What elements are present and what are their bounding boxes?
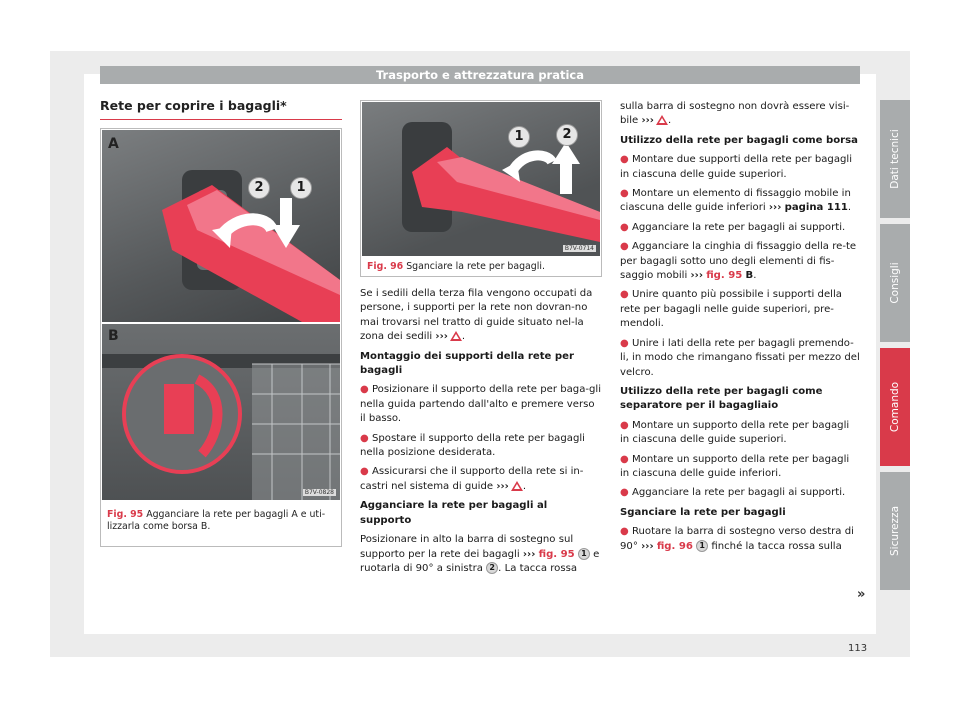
tab-consigli[interactable]: Consigli [880,224,910,342]
tab-dati-tecnici[interactable]: Dati tecnici [880,100,910,218]
paragraph: sulla barra di sostegno non dovrà essere visi-bile ››› . [620,101,850,127]
heading-hook-net: Agganciare la rete per bagagli al supporto [360,500,548,526]
figure-95-label-a: A [108,136,119,152]
figure-95-callout-1: 1 [290,177,312,199]
figure-96-number: Fig. 96 [367,261,404,272]
fig-ref-link[interactable]: fig. 96 [656,540,693,552]
intro-paragraph: Se i sedili della terza fila vengono occupati da persone, i supporti per la rete non dovran-no mai trovarsi nel tratto di guide situato nel-la zona dei sedili ››› . [360,288,593,343]
heading-bag-use: Utilizzo della rete per bagagli come borsa [620,134,858,146]
warning-icon [450,331,462,341]
chapter-header: Trasporto e attrezzatura pratica [100,66,860,84]
figure-95 [100,128,342,547]
figure-96-callout-2: 2 [556,124,578,146]
list-item: ● Montare due supporti della rete per bagagli in ciascuna delle guide superiori. [620,154,853,180]
page-ref-link[interactable]: pagina 111 [784,202,848,214]
callout-ref: 2 [486,562,498,574]
figure-95-number: Fig. 95 [107,509,144,520]
warning-icon [511,481,523,491]
figure-96 [360,100,602,277]
list-item: ● Montare un supporto della rete per bagagli in ciascuna delle guide superiori. [620,419,850,446]
figure-95-caption-text: Agganciare la rete per bagagli A e uti-lizzarla come borsa B. [107,509,326,532]
list-item: ● Assicurarsi che il supporto della rete si in-castri nel sistema di guide ››› . [360,466,584,492]
list-item: ● Unire i lati della rete per bagagli premendo-li, in modo che rimangano fissati per mezzo del velcro. [620,337,860,378]
callout-ref: 1 [578,548,590,560]
list-item: ● Agganciare la cinghia di fissaggio della re-te per bagagli sotto uno degli elementi di fis-saggio mobili ››› fig. 95 B. [620,241,857,282]
title-rule [100,119,342,120]
figure-95-callout-2: 2 [248,177,270,199]
figure-95-illustration-a [102,130,340,322]
list-item: ● Montare un supporto della rete per bagagli in ciascuna delle guide inferiori. [620,453,850,479]
figure-96-code: B7V-0714 [564,245,594,252]
figure-96-photo [362,102,600,256]
figure-95-caption [107,509,337,533]
heading-separator-use: Utilizzo della rete per bagagli come separatore per il bagagliaio [620,385,823,412]
list-item: ● Montare un elemento di fissaggio mobile in ciascuna delle guide inferiori ››› pagina 111. [620,188,852,214]
heading-mount-supports: Montaggio dei supporti della rete per bagagli [360,350,574,377]
figure-95-photo-b [102,324,340,500]
list-item: ● Spostare il supporto della rete per bagagli nella posizione desiderata. [360,432,585,459]
callout-ref: 1 [696,540,708,552]
section-title: Rete per coprire i bagagli* [100,98,287,113]
figure-95-illustration-b [102,324,340,500]
figure-96-caption [367,261,597,273]
list-item: ● Unire quanto più possibile i supporti della rete per bagagli nelle guide superiori, pre-mendoli. [620,289,842,330]
figure-95-label-b: B [108,328,119,344]
list-item: ● Ruotare la barra di sostegno verso destra di 90° ››› fig. 96 1 finché la tacca rossa sulla [620,526,854,552]
figure-96-callout-1: 1 [508,126,530,148]
warning-icon [656,115,668,125]
fig-ref-link[interactable]: fig. 95 [706,270,743,282]
list-item: ● Agganciare la rete per bagagli ai supporti. [620,487,846,499]
list-item: ● Agganciare la rete per bagagli ai supporti. [620,221,846,233]
fig-ref-link[interactable]: fig. 95 [538,548,575,560]
text-column-2 [620,100,860,559]
paragraph: Posizionare in alto la barra di sostegno sul supporto per la rete dei bagagli ››› fig. 95 1 e ruotarla di 90° a sinistra 2 . La tacca rossa [360,534,600,574]
heading-unhook-net: Sganciare la rete per bagagli [620,506,786,518]
list-item: ● Posizionare il supporto della rete per baga-gli nella guida partendo dall'alto e premere verso il basso. [360,384,602,425]
tab-sicurezza[interactable]: Sicurezza [880,472,910,590]
continue-marker: » [857,587,866,602]
figure-96-caption-text: Sganciare la rete per bagagli. [406,261,545,272]
figure-95-code: B7V-0828 [304,489,334,496]
figure-95-photo-a [102,130,340,322]
page-number: 113 [848,643,868,654]
text-column-1 [360,287,602,581]
tab-comando[interactable]: Comando [880,348,910,466]
